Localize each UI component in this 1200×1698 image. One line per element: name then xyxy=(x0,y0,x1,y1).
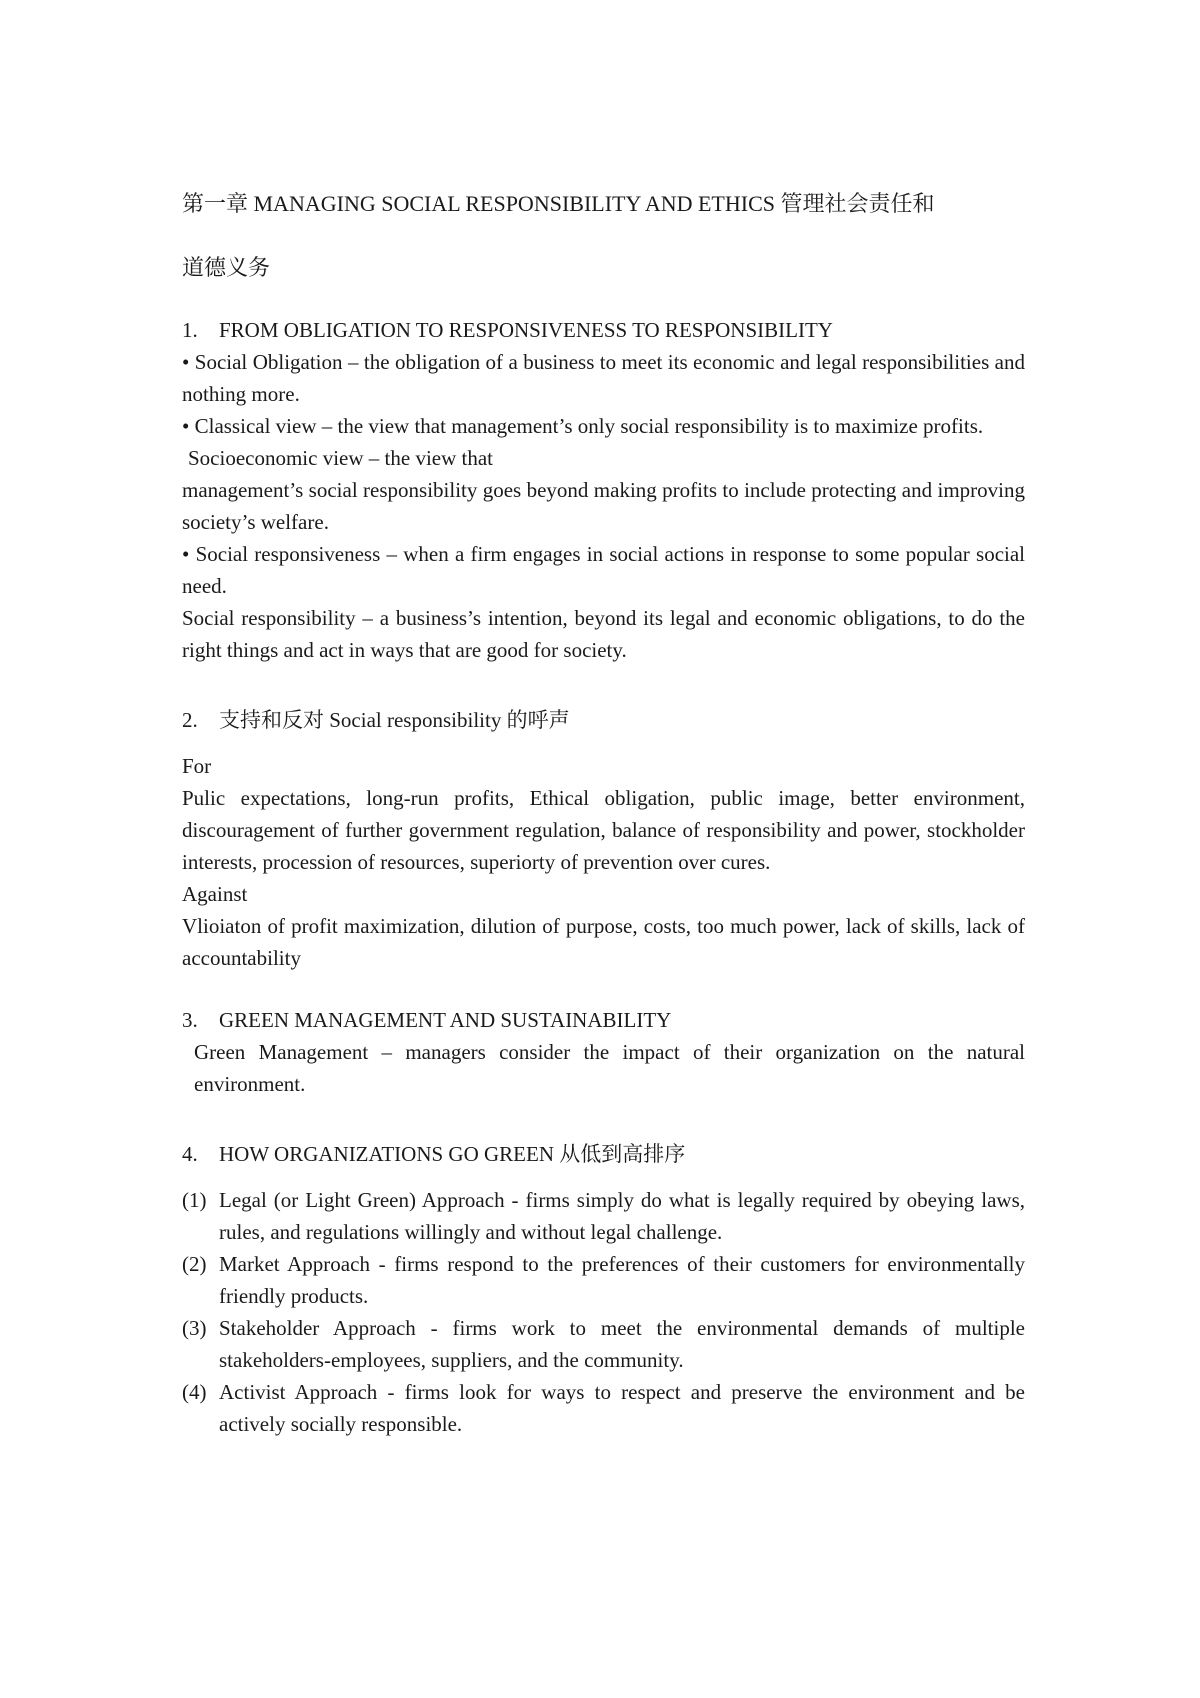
section-1-title: FROM OBLIGATION TO RESPONSIVENESS TO RESPONSIBILITY xyxy=(219,318,833,342)
list-item-text: Market Approach - firms respond to the preferences of their customers for environmentally friendly products. xyxy=(219,1252,1025,1308)
list-item-market-approach xyxy=(182,1248,1025,1312)
green-approaches-list xyxy=(182,1184,1025,1440)
against-label: Against xyxy=(182,882,248,906)
green-management-paragraph: Green Management – managers consider the impact of their organization on the natural environment. xyxy=(194,1040,1025,1096)
list-item-text: Stakeholder Approach - firms work to meet the environmental demands of multiple stakeholders-employees, suppliers, and the community. xyxy=(219,1316,1025,1372)
social-responsiveness-paragraph: • Social responsiveness – when a firm engages in social actions in response to some popular social need. xyxy=(182,542,1025,598)
section-1-number: 1. xyxy=(182,318,198,342)
document-page xyxy=(182,172,1025,1440)
socioeconomic-view-continued-paragraph: management’s social responsibility goes beyond making profits to include protecting and improving society’s welfare. xyxy=(182,478,1025,534)
section-4-number: 4. xyxy=(182,1142,198,1166)
list-item-text: Legal (or Light Green) Approach - firms simply do what is legally required by obeying laws, rules, and regulations willingly and without legal challenge. xyxy=(219,1188,1025,1244)
list-item-activist-approach xyxy=(182,1376,1025,1440)
section-4-heading xyxy=(182,1138,1025,1170)
section-2-number: 2. xyxy=(182,708,198,732)
socioeconomic-view-paragraph: Socioeconomic view – the view that xyxy=(188,446,494,470)
section-2-heading xyxy=(182,704,1025,736)
section-4-title: HOW ORGANIZATIONS GO GREEN 从低到高排序 xyxy=(219,1142,686,1166)
list-marker: (3) xyxy=(182,1316,207,1340)
list-item-legal-approach xyxy=(182,1184,1025,1248)
chapter-title-line-1: 第一章 MANAGING SOCIAL RESPONSIBILITY AND ETHICS 管理社会责任和 xyxy=(182,191,935,216)
list-item-text: Activist Approach - firms look for ways to respect and preserve the environment and be actively socially responsible. xyxy=(219,1380,1025,1436)
section-1-heading xyxy=(182,314,1025,346)
social-obligation-paragraph: • Social Obligation – the obligation of a business to meet its economic and legal responsibilities and nothing more. xyxy=(182,350,1025,406)
against-arguments-paragraph: Vlioiaton of profit maximization, dilution of purpose, costs, too much power, lack of skills, lack of accountability xyxy=(182,914,1025,970)
section-2-title: 支持和反对 Social responsibility 的呼声 xyxy=(219,708,570,732)
classical-view-paragraph: • Classical view – the view that management’s only social responsibility is to maximize profits. xyxy=(182,414,984,438)
list-item-stakeholder-approach xyxy=(182,1312,1025,1376)
for-arguments-paragraph: Pulic expectations, long-run profits, Ethical obligation, public image, better environment, discouragement of further government regulation, balance of responsibility and power, stockholder interests, procession of resources, superiorty of prevention over cures. xyxy=(182,786,1025,874)
chapter-title-line-2: 道德义务 xyxy=(182,255,271,280)
list-marker: (2) xyxy=(182,1252,207,1276)
section-3-number: 3. xyxy=(182,1008,198,1032)
section-3-title: GREEN MANAGEMENT AND SUSTAINABILITY xyxy=(219,1008,672,1032)
list-marker: (1) xyxy=(182,1188,207,1212)
section-3-heading xyxy=(182,1004,1025,1036)
list-marker: (4) xyxy=(182,1380,207,1404)
social-responsibility-paragraph: Social responsibility – a business’s intention, beyond its legal and economic obligations, to do the right things and act in ways that are good for society. xyxy=(182,606,1025,662)
for-label: For xyxy=(182,754,212,778)
